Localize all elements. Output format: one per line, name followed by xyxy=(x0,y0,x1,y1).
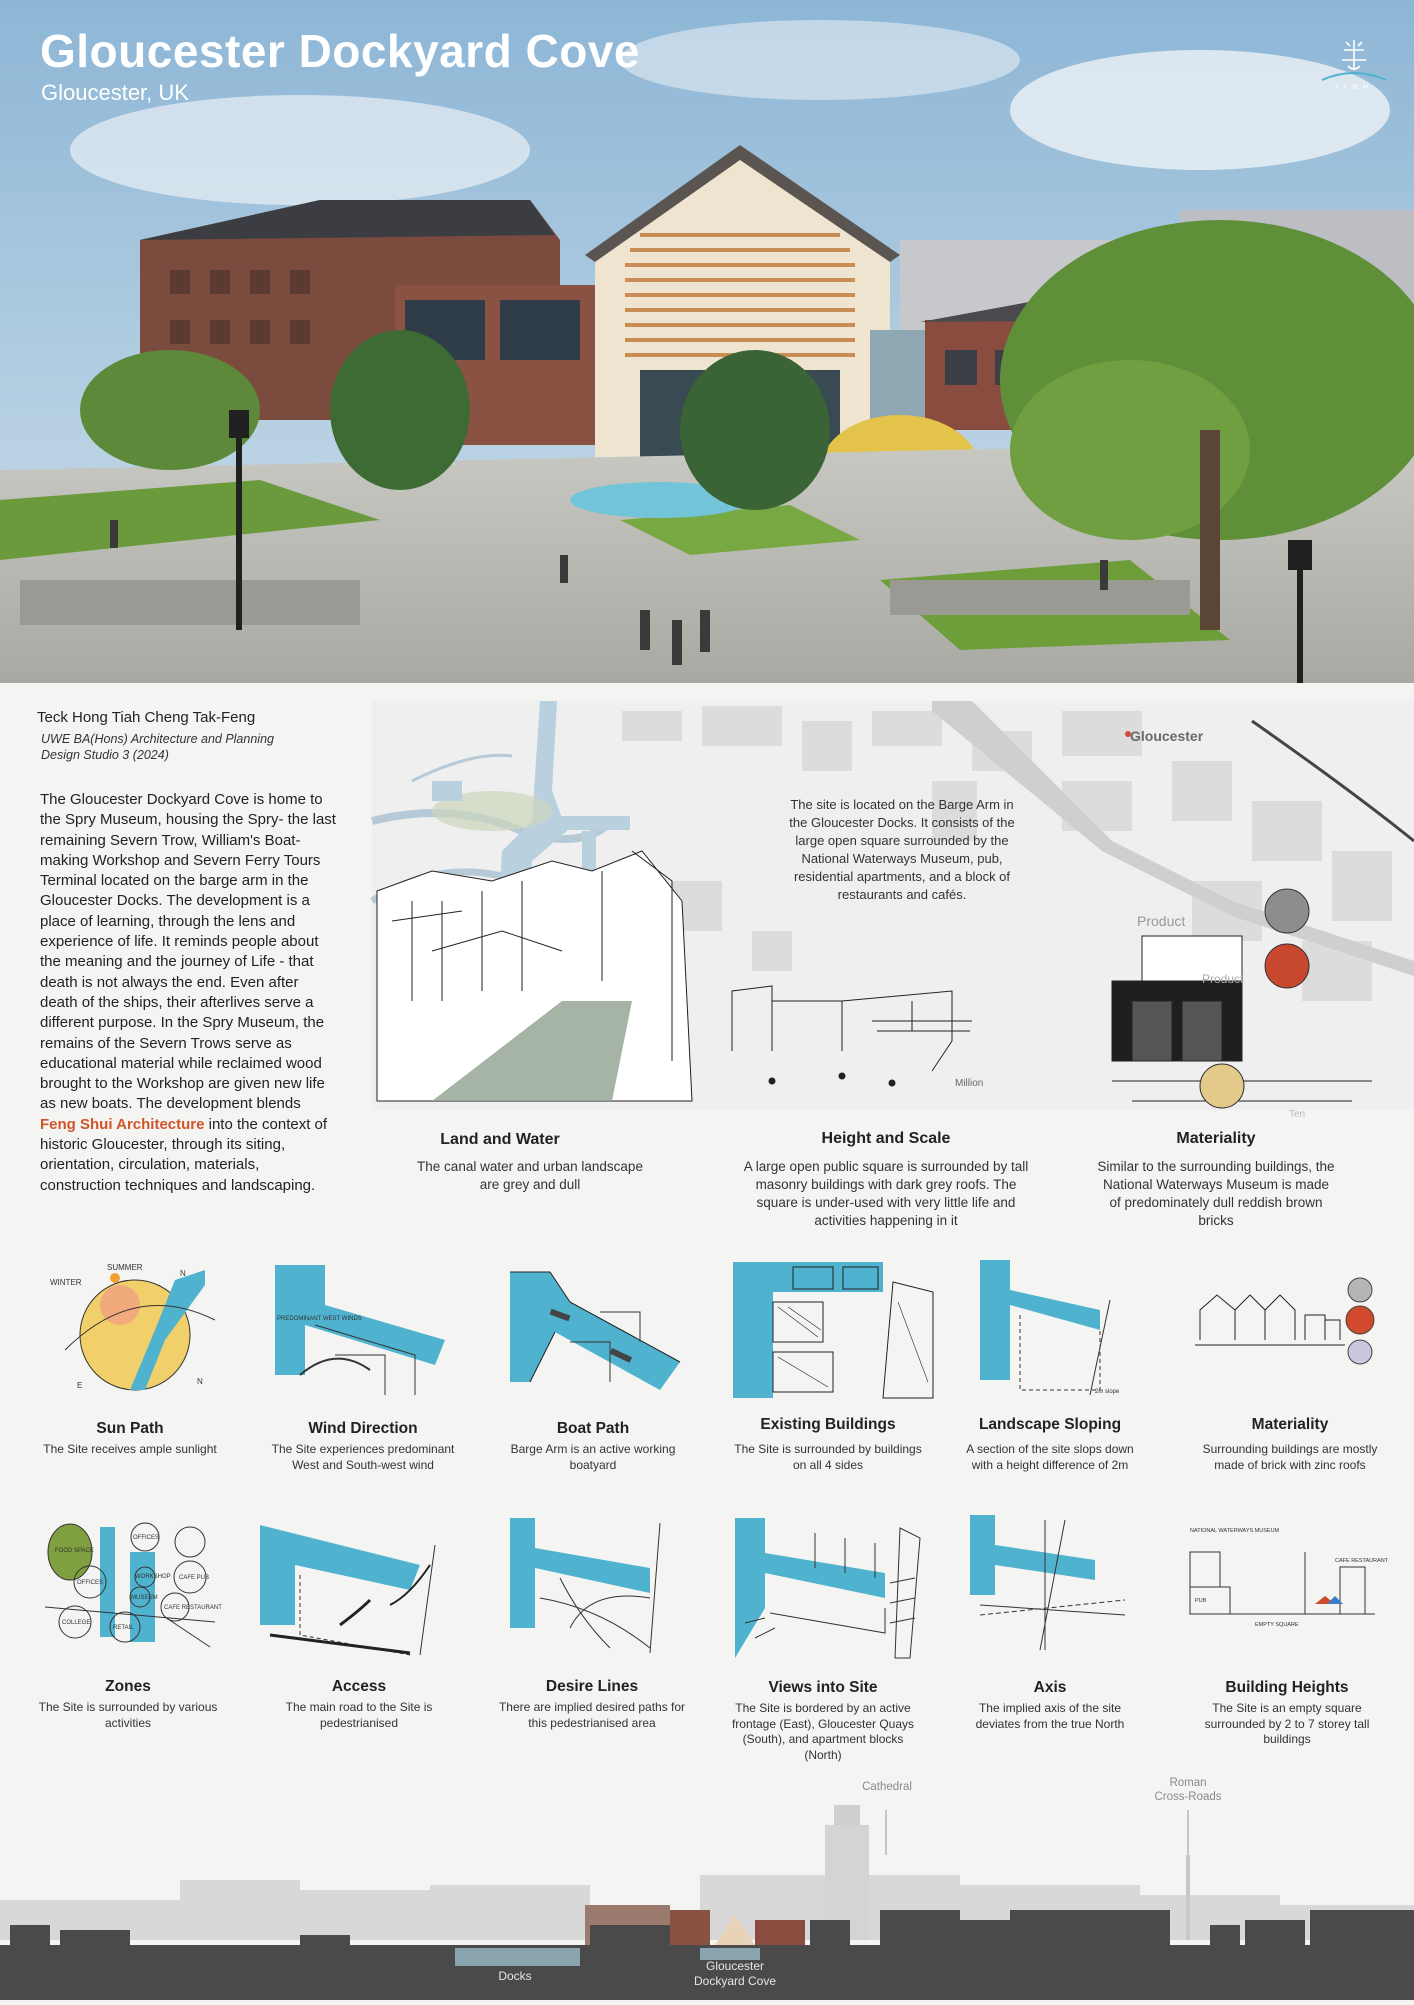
svg-text:OFFICES: OFFICES xyxy=(133,1535,160,1541)
svg-text:CAFE RESTAURANT: CAFE RESTAURANT xyxy=(1335,1558,1389,1564)
analysis-title-boat-path: Boat Path xyxy=(556,1420,630,1437)
analysis-text-wind-direction: The Site experiences predominant West and South-west wind xyxy=(271,1442,455,1472)
analysis-text-zones: The Site is surrounded by various activities xyxy=(38,1700,218,1730)
analysis-title-access: Access xyxy=(331,1678,387,1695)
svg-text:CAFE PUB: CAFE PUB xyxy=(179,1575,210,1581)
svg-text:EMPTY SQUARE: EMPTY SQUARE xyxy=(1255,1622,1299,1628)
sun-path-sketch xyxy=(45,1260,225,1400)
intro-paragraph xyxy=(40,790,340,1196)
svg-text:FOOD SPACE: FOOD SPACE xyxy=(55,1548,94,1554)
svg-text:N: N xyxy=(180,1269,186,1278)
svg-text:COLLEGE: COLLEGE xyxy=(62,1620,91,1626)
materiality-sketch xyxy=(1195,1275,1385,1385)
svg-text:PREDOMINANT WEST WINDS: PREDOMINANT WEST WINDS xyxy=(277,1316,362,1322)
wind-direction-sketch xyxy=(275,1265,455,1400)
analysis-title-views-into-site: Views into Site xyxy=(768,1679,878,1696)
intro-text-1: The Gloucester Dockyard Cove is home to the Spry Museum, housing the Spry- the last remaining Severn Trow, William's Boat-making Workshop and Severn Ferry Tours Terminal located on the barge arm in the Gloucester Docks. The development is a place of learning, through the lens and experience of life. It reminds people about the meaning and the journey of Life - that death is not always the end. Even after death of the ships, their afterlives serve a different purpose. In the Spry Museum, the remains of the Severn Trows serve as educational material while reclaimed wood brought to the Workshop are given new life as new boats. The development blends xyxy=(40,791,336,1113)
analysis-text-axis: The implied axis of the site deviates from the true North xyxy=(975,1701,1125,1731)
svg-text:JTWH: JTWH xyxy=(1334,84,1374,91)
svg-text:N: N xyxy=(197,1377,203,1386)
analysis-title-zones: Zones xyxy=(105,1678,151,1695)
svg-text:PUB: PUB xyxy=(1195,1598,1207,1604)
context-title-materiality: Materiality xyxy=(1176,1130,1256,1147)
analysis-title-landscape-sloping: Landscape Sloping xyxy=(978,1416,1122,1433)
map-city-label: Gloucester xyxy=(1130,728,1204,744)
context-title-height-scale: Height and Scale xyxy=(821,1130,951,1147)
skyline-label-dockyard-cove: Dockyard Cove xyxy=(693,1974,777,1988)
building-heights-sketch xyxy=(1185,1522,1389,1632)
course-info xyxy=(41,731,301,763)
analysis-title-axis: Axis xyxy=(1033,1679,1067,1696)
intro-highlight: Feng Shui Architecture xyxy=(40,1115,205,1133)
analysis-title-existing-buildings: Existing Buildings xyxy=(760,1416,896,1433)
author-names: Teck Hong Tiah Cheng Tak-Feng xyxy=(37,709,256,726)
analysis-text-boat-path: Barge Arm is an active working boatyard xyxy=(510,1442,676,1472)
svg-text:WINTER: WINTER xyxy=(50,1278,82,1287)
svg-text:MUSEUM: MUSEUM xyxy=(131,1595,158,1601)
skyline-label-cathedral: Cathedral xyxy=(862,1781,912,1793)
context-title-land-water: Land and Water xyxy=(440,1131,560,1148)
svg-text:OFFICES: OFFICES xyxy=(77,1580,104,1586)
context-text-land-water: The canal water and urban landscape are grey and dull xyxy=(417,1159,643,1192)
svg-text:NATIONAL WATERWAYS MUSEUM: NATIONAL WATERWAYS MUSEUM xyxy=(1190,1528,1280,1534)
intro-text-2: into the context of historic Gloucester, through its siting, orientation, circulation, materials, construction techniques and landscaping. xyxy=(40,1115,328,1194)
landscape-sloping-sketch xyxy=(980,1260,1130,1400)
context-text-materiality: Similar to the surrounding buildings, the National Waterways Museum is made of predominately dull reddish brown bricks xyxy=(1097,1159,1335,1228)
svg-text:RETAIL: RETAIL xyxy=(113,1625,134,1631)
svg-text:CAFE RESTAURANT: CAFE RESTAURANT xyxy=(164,1605,222,1611)
skyline-label-site xyxy=(680,1959,790,1989)
boat-path-sketch xyxy=(510,1272,680,1390)
views-into-site-sketch xyxy=(735,1518,920,1658)
hero-render xyxy=(0,0,1414,683)
skyline-label-roman-cross-roads xyxy=(1148,1776,1228,1804)
analysis-text-materiality: Surrounding buildings are mostly made of brick with zinc roofs xyxy=(1202,1442,1378,1472)
course-line-1: UWE BA(Hons) Architecture and Planning xyxy=(41,732,274,746)
analysis-title-desire-lines: Desire Lines xyxy=(545,1678,639,1695)
page-title: Gloucester Dockyard Cove xyxy=(40,25,641,77)
analysis-text-access: The main road to the Site is pedestrianised xyxy=(285,1700,433,1730)
svg-text:Product: Product xyxy=(1137,913,1186,929)
logo xyxy=(1318,36,1390,92)
desire-lines-sketch xyxy=(510,1518,670,1658)
svg-text:Million: Million xyxy=(955,1078,984,1089)
skyline-label-gloucester: Gloucester xyxy=(705,1959,765,1973)
analysis-title-building-heights: Building Heights xyxy=(1225,1679,1349,1696)
skyline-label-docks: Docks xyxy=(498,1969,532,1983)
analysis-title-materiality: Materiality xyxy=(1251,1416,1329,1433)
analysis-text-existing-buildings: The Site is surrounded by buildings on all 4 sides xyxy=(734,1442,922,1472)
analysis-text-landscape-sloping: A section of the site slops down with a height difference of 2m xyxy=(966,1442,1134,1472)
analysis-text-desire-lines: There are implied desired paths for this pedestrianised area xyxy=(498,1700,686,1730)
analysis-text-views-into-site: The Site is bordered by an active frontage (East), Gloucester Quays (South), and apartment blocks (North) xyxy=(731,1701,915,1762)
map-caption: The site is located on the Barge Arm in the Gloucester Docks. It consists of the large open square surrounded by the National Waterways Museum, pub, residential apartments, and a block of restaurants and cafés. xyxy=(789,797,1015,902)
svg-text:Ten: Ten xyxy=(1289,1109,1306,1120)
svg-text:2m slope: 2m slope xyxy=(1095,1389,1120,1395)
svg-text:E: E xyxy=(77,1381,83,1390)
site-map xyxy=(372,701,1414,1120)
analysis-text-building-heights: The Site is an empty square surrounded by 2 to 7 storey tall buildings xyxy=(1204,1701,1370,1746)
svg-text:WORKSHOP: WORKSHOP xyxy=(135,1574,171,1580)
svg-text:Product: Product xyxy=(1202,972,1244,986)
skyline-label-cross-roads: Cross-Roads xyxy=(1154,1791,1222,1803)
skyline-label-roman: Roman xyxy=(1169,1777,1207,1789)
page-subtitle: Gloucester, UK xyxy=(41,80,189,105)
context-text-height-scale: A large open public square is surrounded by tall masonry buildings with dark grey roofs. The square is under-used with very little life and activities happening in it xyxy=(743,1159,1029,1228)
analysis-title-wind-direction: Wind Direction xyxy=(308,1420,418,1437)
access-sketch xyxy=(260,1525,440,1655)
existing-buildings-sketch xyxy=(733,1262,933,1398)
analysis-text-sun-path: The Site receives ample sunlight xyxy=(43,1442,217,1456)
course-line-2: Design Studio 3 (2024) xyxy=(41,748,169,762)
svg-text:SUMMER: SUMMER xyxy=(107,1263,143,1272)
axis-sketch xyxy=(970,1515,1130,1655)
zones-sketch xyxy=(45,1522,222,1657)
analysis-title-sun-path: Sun Path xyxy=(96,1420,164,1437)
